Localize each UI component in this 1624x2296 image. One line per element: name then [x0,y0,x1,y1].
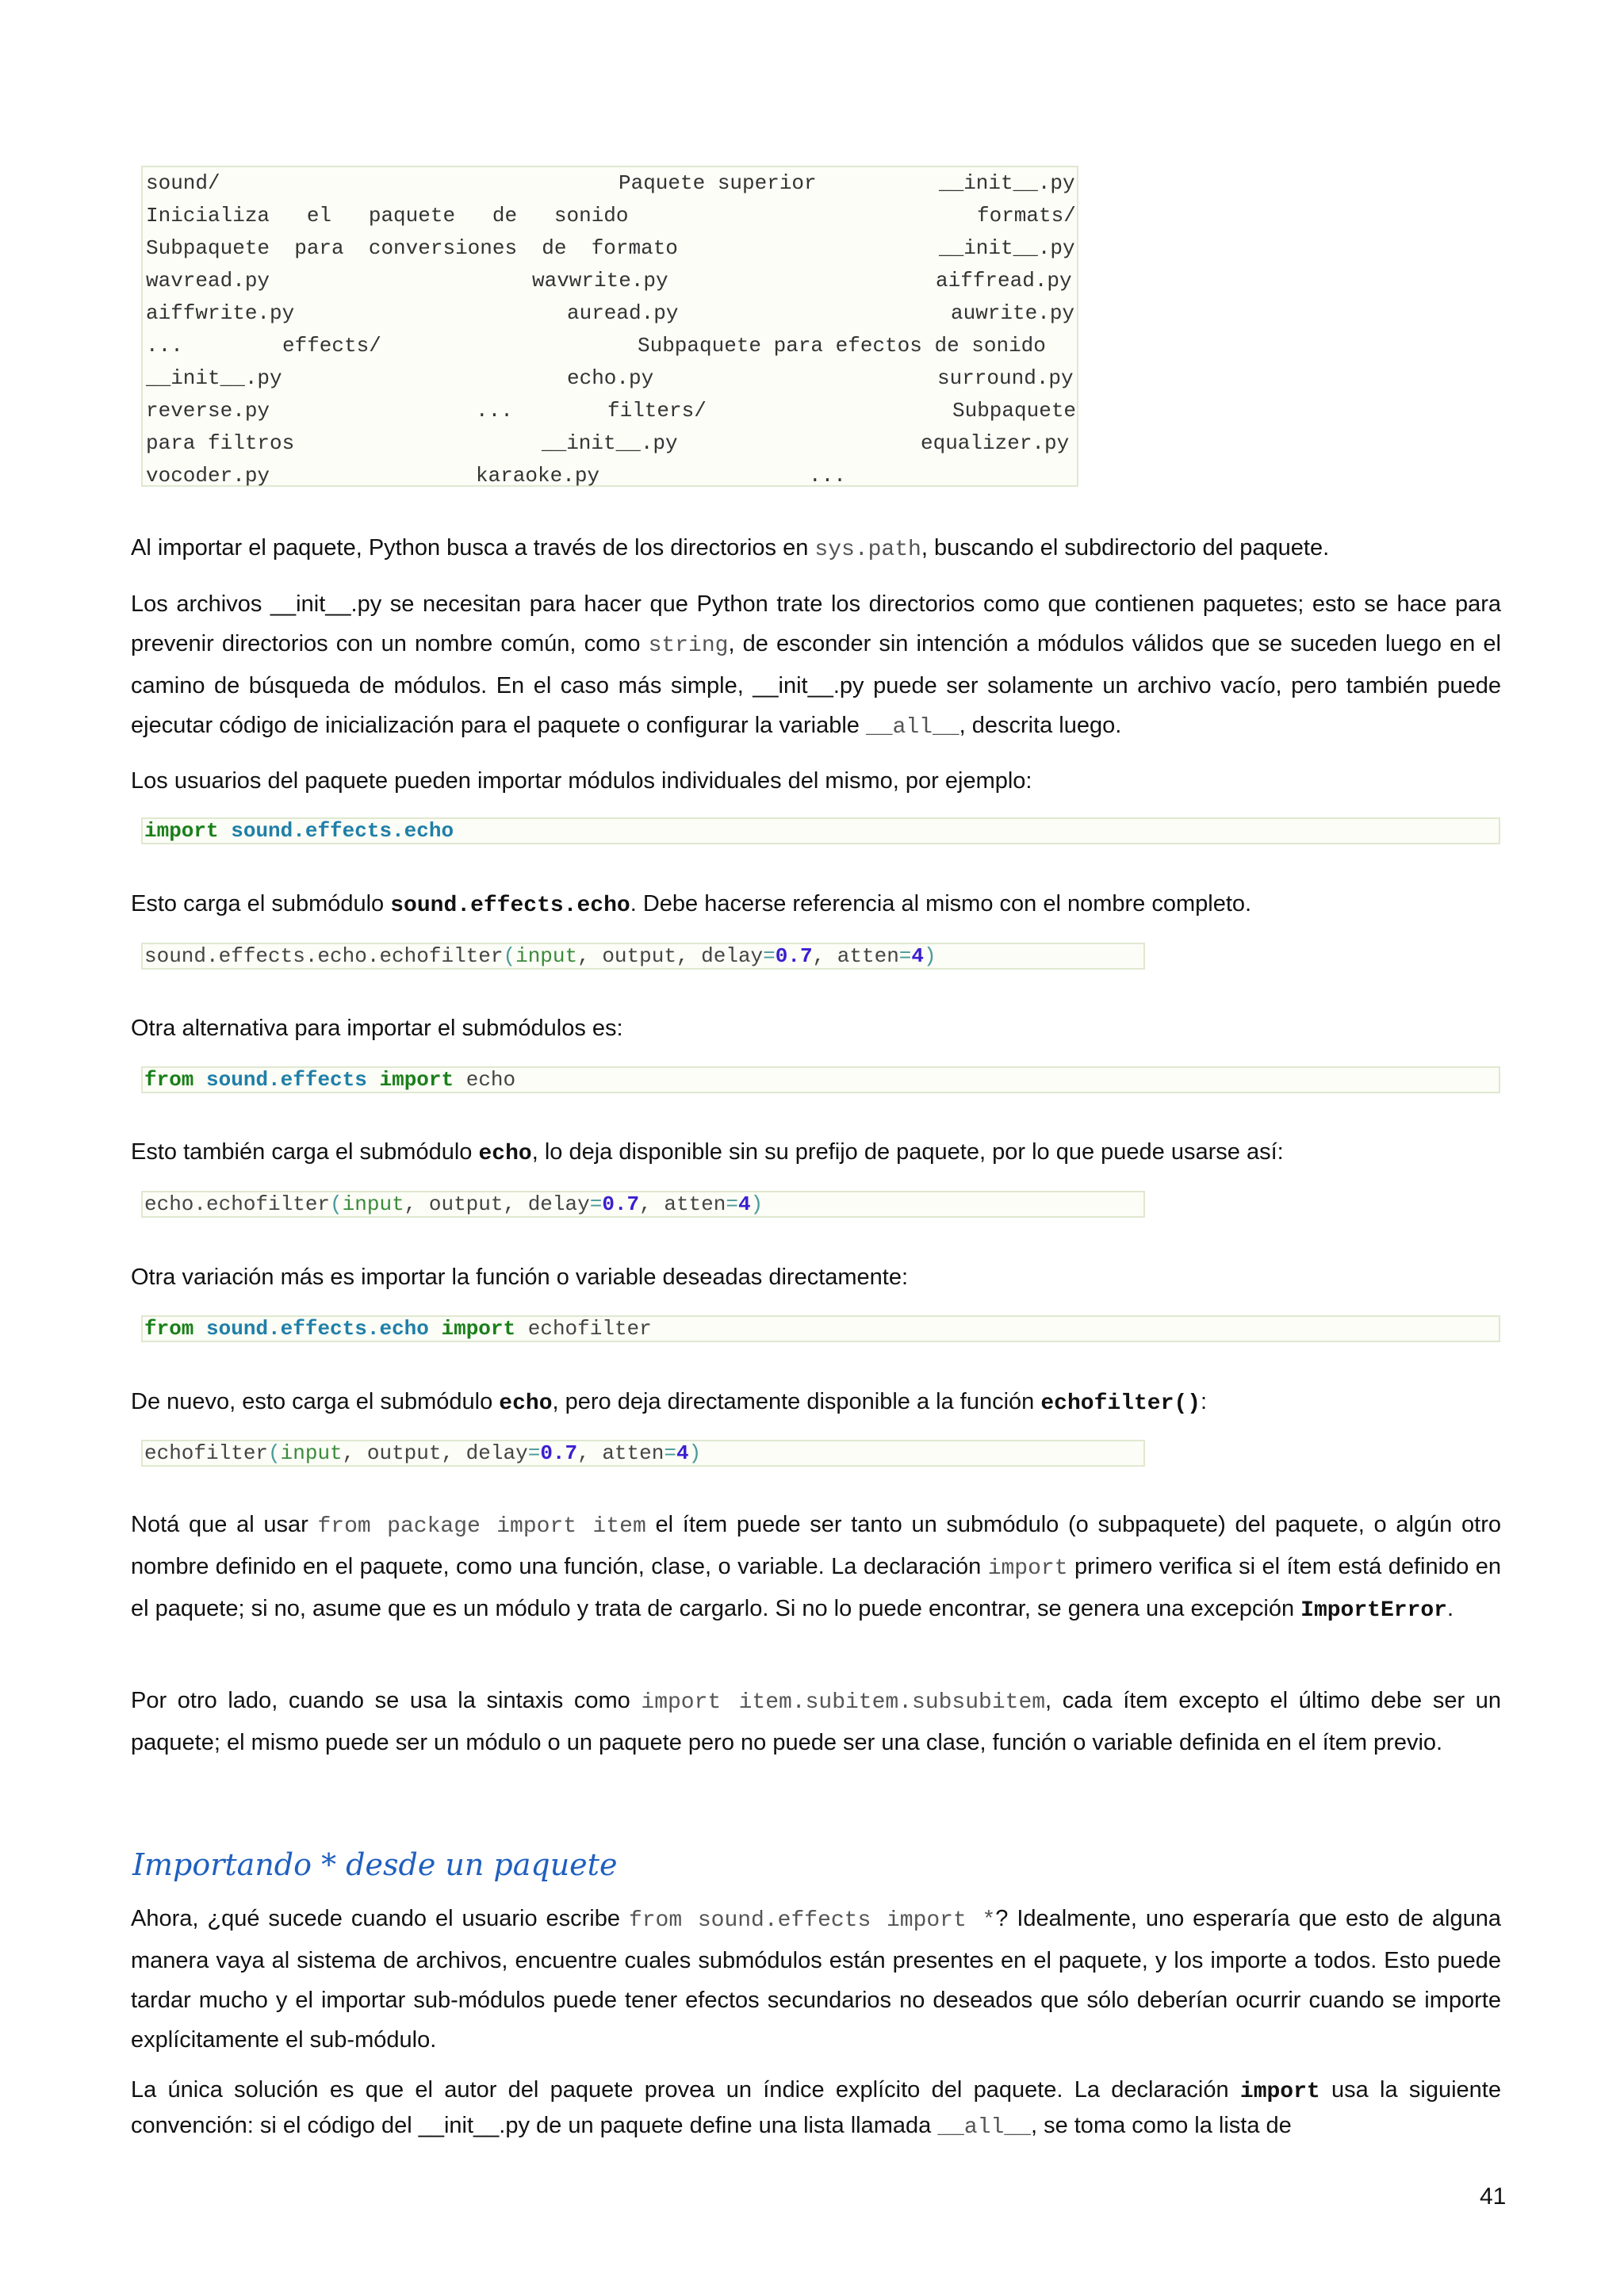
code-token: input [280,1441,343,1465]
paragraph [131,2073,1501,2145]
code-token: input [342,1192,404,1216]
inline-code: echo [478,1142,532,1166]
text: Ahora, ¿qué sucede cuando el usuario escribe [131,1906,629,1931]
tree-row [146,460,1075,492]
tree-cell: vocoder.py [146,464,270,488]
keyword: from [144,1317,194,1341]
tree-cell: aiffwrite.py [146,301,295,325]
tree-cell: auwrite.py [951,301,1075,325]
tree-row [146,167,1075,200]
paragraph [131,1132,1501,1174]
code-token: ( [503,944,516,968]
text: La única solución es que el autor del paquete provea un índice explícito del paquete. La declaración [131,2077,1240,2103]
code-token: 4 [911,944,925,968]
text: : [1201,1389,1208,1414]
paragraph [131,1681,1501,1762]
code-block [141,1315,1500,1342]
tree-cell: ... [476,399,513,423]
tree-cell: Paquete superior [619,171,817,195]
tree-row [146,330,1075,362]
text: Esto también carga el submódulo [131,1139,479,1165]
tree-row [146,362,1075,395]
tree-cell: Inicializa el paquete de sonido [146,204,629,228]
keyword: import [441,1317,516,1341]
code-token: , atten [577,1441,665,1465]
inline-code: ImportError [1300,1598,1447,1623]
paragraph [131,584,1501,748]
tree-cell: effects/ [282,334,381,358]
code-token: echo.echofilter [144,1192,331,1216]
text: Esto carga el submódulo [131,891,391,916]
paragraph [131,884,1501,926]
tree-cell: __init__.py [146,366,282,390]
paragraph [131,1382,1501,1424]
inline-code: import item.subitem.subsubitem [641,1690,1046,1715]
text: Notá que al usar [131,1512,318,1537]
keyword: import [379,1068,454,1092]
tree-row [146,395,1075,427]
inline-code: from sound.effects import * [628,1908,996,1933]
tree-cell: reverse.py [146,399,270,423]
inline-code: __all__ [865,715,959,740]
tree-cell: wavread.py [146,269,270,293]
code-token: 0.7 [775,944,813,968]
code-block [141,1440,1145,1467]
code-token: = [763,944,776,968]
tree-cell: ... [809,464,846,488]
module-name: sound.effects [206,1068,367,1092]
code-token: , output, delay [404,1192,590,1216]
tree-cell: karaoke.py [476,464,600,488]
code-token: ) [750,1192,764,1216]
code-token: echo [465,1068,516,1092]
code-token: echofilter [144,1441,269,1465]
tree-row [146,200,1075,232]
text: . [1446,1596,1454,1621]
paragraph: Otra alternativa para importar el submódulos es: [131,1016,623,1041]
tree-cell: aiffread.py [936,269,1072,293]
text: ? Idealmente, uno esperaría que esto de alguna manera vaya al sistema de archivos, encuentre cuales submódulos están presentes en el paquete, y los importe a todos. Esto puede tardar mucho y el importar sub-módulos puede tener efectos secundarios no deseados que sólo deberían ocurrir cuando se importe explícitamente el sub-módulo. [131,1906,1501,2053]
code-token: , atten [812,944,899,968]
paragraph: Otra variación más es importar la función o variable deseadas directamente: [131,1265,909,1290]
page-number: 41 [1480,2183,1507,2210]
tree-cell: wavwrite.py [532,269,668,293]
paragraph [131,528,1501,570]
code-token: ( [330,1192,343,1216]
inline-code: sound.effects.echo [390,894,630,918]
tree-cell: echo.py [567,366,654,390]
text: usa la siguiente convención: si el código del __init__.py de un paquete define una lista llamada [131,2077,1501,2138]
code-block [141,817,1500,844]
inline-code: import [987,1556,1068,1581]
text: Al importar el paquete, Python busca a través de los directorios en [131,535,815,561]
tree-cell: __init__.py [939,171,1075,195]
package-tree-block [141,166,1078,487]
module-name: sound.effects.echo [206,1317,429,1341]
tree-row [146,427,1075,460]
code-token: ) [924,944,936,968]
text: . Debe hacerse referencia al mismo con el nombre completo. [630,891,1252,916]
inline-code: echo [499,1391,553,1416]
tree-cell: __init__.py [542,431,678,455]
code-token: = [726,1192,738,1216]
code-token: 0.7 [602,1192,640,1216]
tree-cell: filters/ [607,399,707,423]
section-heading: Importando * desde un paquete [132,1847,618,1882]
text: De nuevo, esto carga el submódulo [131,1389,500,1414]
text: , cada ítem excepto el último debe ser un paquete; el mismo puede ser un módulo o un paquete pero no puede ser una clase, función o variable definida en el ítem previo. [131,1688,1501,1755]
tree-cell: sound/ [146,171,220,195]
inline-code: __all__ [937,2115,1031,2140]
paragraph: Los usuarios del paquete pueden importar módulos individuales del mismo, por ejemplo: [131,768,1032,794]
code-token: , output, delay [342,1441,528,1465]
inline-code: sys.path [814,538,921,562]
text: primero verifica si el ítem está definido en el paquete; si no, asume que es un módulo y trata de cargarlo. Si no lo puede encontrar, se genera una excepción [131,1554,1502,1621]
code-block [141,1191,1145,1218]
paragraph [131,1899,1501,2060]
text: , descrita luego. [959,713,1122,738]
tree-cell: Subpaquete para efectos de sonido [638,334,1046,358]
tree-cell: ... [146,334,183,358]
tree-row [146,265,1075,297]
code-token: = [527,1441,541,1465]
tree-row [146,232,1075,265]
text: , lo deja disponible sin su prefijo de paquete, por lo que puede usarse así: [531,1139,1284,1165]
keyword: from [144,1068,194,1092]
tree-row [146,297,1075,330]
code-token: = [664,1441,676,1465]
code-token: echofilter [527,1317,652,1341]
code-token: 4 [676,1441,689,1465]
inline-code: string [648,633,729,658]
code-token: ) [688,1441,702,1465]
keyword: import [144,819,219,843]
text: , buscando el subdirectorio del paquete. [921,535,1330,561]
tree-cell: auread.py [567,301,679,325]
code-token: ( [268,1441,281,1465]
code-token: 4 [737,1192,751,1216]
module-name: sound.effects.echo [231,819,454,843]
text: , de esconder sin intención a módulos válidos que se suceden luego en el camino de búsqueda de módulos. En el caso más simple, __init__.py puede ser solamente un archivo vacío, pero también puede ejecutar código de inicialización para el paquete o configurar la variable [131,631,1501,738]
inline-code: from package import item [317,1514,646,1539]
text: Los archivos __init__.py se necesitan para hacer que Python trate los directorios como que contienen paquetes; esto se hace para prevenir directorios con un nombre común, como [131,591,1501,656]
tree-cell: Subpaquete [952,399,1077,423]
tree-cell: __init__.py [939,236,1075,260]
code-token: input [515,944,578,968]
text: el ítem puede ser tanto un submódulo (o subpaquete) del paquete, o algún otro nombre definido en el paquete, como una función, clase, o variable. La declaración [131,1512,1501,1579]
inline-code: echofilter() [1040,1391,1201,1416]
text: Por otro lado, cuando se usa la sintaxis como [131,1688,642,1713]
tree-cell: equalizer.py [921,431,1070,455]
tree-cell: Subpaquete para conversiones de formato [146,236,678,260]
code-token: , output, delay [577,944,764,968]
code-block [141,1066,1500,1093]
tree-cell: para filtros [146,431,295,455]
code-block [141,943,1145,970]
tree-cell: surround.py [937,366,1074,390]
code-token: sound.effects.echo.echofilter [144,944,504,968]
code-token: = [898,944,912,968]
text: , pero deja directamente disponible a la función [552,1389,1041,1414]
code-token: = [589,1192,603,1216]
inline-code: import [1239,2080,1320,2104]
paragraph [131,1505,1501,1631]
code-token: 0.7 [540,1441,578,1465]
tree-cell: formats/ [977,204,1076,228]
code-token: , atten [639,1192,726,1216]
text: , se toma como la lista de [1030,2113,1292,2138]
